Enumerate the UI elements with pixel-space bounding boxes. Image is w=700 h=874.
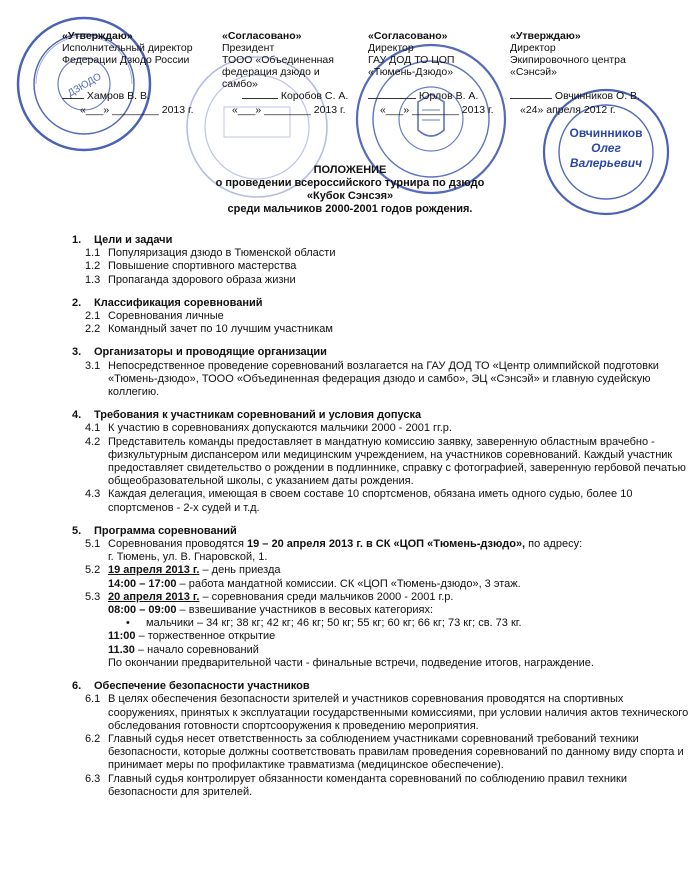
list-item: 2.1 Соревнования личные	[85, 310, 224, 323]
section-heading: 6. Обеспечение безопасности участников	[72, 680, 310, 693]
list-item: 2.2 Командный зачет по 10 лучшим участникам	[85, 323, 333, 336]
section-classification	[72, 297, 692, 337]
section-safety	[72, 680, 692, 799]
section-requirements	[72, 409, 692, 515]
section-heading: 3. Организаторы и проводящие организации	[72, 346, 327, 359]
section-heading: 2. Классификация соревнований	[72, 296, 263, 309]
list-item: 4.3 Каждая делегация, имеющая в своем составе 10 спортсменов, обязана иметь одного судью, более 10 спортсменов - 2-х судей и т.д.	[85, 488, 633, 514]
list-item: 5.2 19 апреля 2013 г. – день приезда 14:00 – 17:00 – работа мандатной комиссии. СК «ЦОП «Тюмень-дзюдо», 3 этаж.	[85, 564, 521, 590]
section-heading: 1. Цели и задачи	[72, 234, 173, 246]
approval-header	[0, 30, 700, 120]
approval-heading: «Утверждаю»	[62, 30, 133, 42]
list-item: 4.2 Представитель команды предоставляет в мандатную комиссию заявку, заверенную областным врачебно - физкультурным диспансером или медицинским учреждением, на участников соревнований. Каждый участник предоставляет свидетельство о рождении в подлиннике, справку с фотографией, заверенную гербовой печатью общеобразовательной школы, с указанием даты рождения.	[85, 435, 686, 488]
date-federation: «___» ________ 2013 г.	[232, 104, 346, 116]
list-item: 5.1 Соревнования проводятся 19 – 20 апреля 2013 г. в СК «ЦОП «Тюмень-дзюдо», по адресу: г. Тюмень, ул. В. Гнаровской, 1.	[85, 538, 583, 564]
signature-fdr: Хамров В. В.	[62, 90, 150, 102]
list-item: 6.1 В целях обеспечения безопасности зрителей и участников соревнования проводятся на спортивных сооружениях, принятых к эксплуатации государственными комиссиями, при условии наличия актов технического обследования готовности спортсооружения к проведению мероприятия.	[85, 693, 689, 732]
document-body	[72, 234, 692, 809]
svg-text:ДЗЮДО: ДЗЮДО	[65, 71, 104, 100]
section-goals	[72, 234, 692, 287]
schedule-row: 11:00 – торжественное открытие	[108, 630, 276, 643]
approval-block-fdr: «Утверждаю» Исполнительный директор Федерации Дзюдо России	[62, 30, 212, 66]
weight-categories-bullet: • мальчики – 34 кг; 38 кг; 42 кг; 46 кг; 50 кг; 55 кг; 60 кг; 66 кг; 73 кг; св. 73 кг.	[126, 617, 522, 630]
signature-cop: Юрлов В. А.	[368, 90, 478, 102]
date-fdr: «___» ________ 2013 г.	[80, 104, 194, 116]
list-item: 3.1 Непосредственное проведение соревнований возлагается на ГАУ ДОД ТО «Центр олимпийской подготовки «Тюмень-дзюдо», ТООО «Объединенная федерация дзюдо и самбо», ЭЦ «Сэнсэй» и главную судейскую коллегию.	[85, 359, 659, 399]
list-item: 6.2 Главный судья несет ответственность за соблюдением участниками соревнований требований техники безопасности, которые должны соответствовать правилам проведения соревнований по данному виду спорта и принимает меры по профилактике травматизма (медицинское обеспечение).	[85, 732, 684, 772]
approval-block-sensei: «Утверждаю» Директор Экипировочного центра «Сэнсэй»	[510, 30, 690, 78]
signature-federation: Коробов С. А.	[242, 90, 348, 102]
approval-block-cop: «Согласовано» Директор ГАУ ДОД ТО ЦОП «Тюмень-Дзюдо»	[368, 30, 498, 78]
section-program	[72, 525, 692, 670]
section-heading: 4. Требования к участникам соревнований и условия допуска	[72, 409, 422, 422]
list-item: 1.2 Повышение спортивного мастерства	[85, 260, 297, 273]
document-title: ПОЛОЖЕНИЕ о проведении всероссийского турнира по дзюдо «Кубок Сэнсэя» среди мальчиков 2000-2001 годов рождения.	[215, 164, 485, 215]
schedule-final: По окончании предварительной части - финальные встречи, подведение итогов, награждение.	[108, 656, 594, 669]
signature-sensei: Овчинников О. В.	[510, 90, 640, 102]
list-item: 1.1 Популяризация дзюдо в Тюменской области	[85, 247, 336, 260]
approval-block-federation: «Согласовано» Президент ТООО «Объединенная федерация дзюдо и самбо»	[222, 30, 352, 90]
stamp-sensei-name: Овчинников Олег Валерьевич	[569, 126, 643, 170]
section-heading: 5. Программа соревнований	[72, 524, 237, 537]
approval-heading: «Утверждаю»	[510, 30, 581, 42]
section-organizers	[72, 346, 692, 399]
approval-heading: «Согласовано»	[222, 30, 302, 42]
list-item: 4.1 К участию в соревнованиях допускаются мальчики 2000 - 2001 гг.р.	[85, 422, 452, 435]
list-item: 6.3 Главный судья контролирует обязанности коменданта соревнований по соблюдению правил техники безопасности для зрителей.	[85, 772, 628, 798]
list-item: 5.3 20 апреля 2013 г. – соревнования среди мальчиков 2000 - 2001 г.р. 08:00 – 09:00 – взвешивание участников в весовых категориях:	[85, 590, 454, 617]
list-item: 1.3 Пропаганда здорового образа жизни	[85, 273, 296, 286]
approval-heading: «Согласовано»	[368, 30, 448, 42]
schedule-row: 11.30 – начало соревнований	[108, 643, 259, 656]
date-sensei: «24» апреля 2012 г.	[520, 104, 616, 116]
date-cop: «___» ________ 2013 г.	[380, 104, 494, 116]
